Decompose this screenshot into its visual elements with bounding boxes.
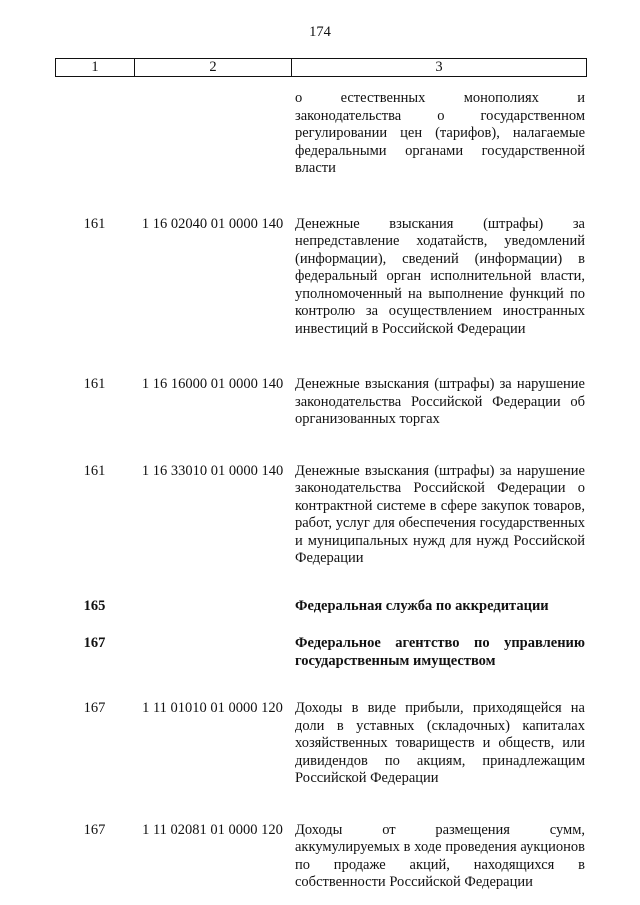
admin-code: 165 (83, 597, 106, 614)
section-title: Федеральное агентство по управлению государственным имуществом (295, 635, 585, 669)
admin-code: 161 (83, 462, 106, 479)
budget-classification-code: 1 16 33010 01 0000 140 (141, 462, 284, 479)
table-row (55, 463, 587, 568)
revenue-name: Денежные взыскания (штрафы) за непредставление ходатайств, уведомлений (информации), сведений (информации) в федеральный орган исполнительной власти, уполномоченный на выполнение функций по контролю за осуществлением иностранных инвестиций в Российской Федерации (295, 215, 585, 337)
budget-classification-code: 1 11 02081 01 0000 120 (142, 821, 283, 838)
budget-classification-code: 1 11 01010 01 0000 120 (142, 700, 283, 716)
admin-code: 161 (83, 376, 106, 392)
page-number: 174 (309, 24, 331, 40)
table-row-section (55, 635, 587, 670)
table-body (55, 90, 587, 892)
admin-code: 167 (83, 700, 106, 716)
header-col-2: 2 (135, 59, 292, 76)
table-row (55, 216, 587, 339)
table-row (55, 376, 587, 429)
revenue-name: Денежные взыскания (штрафы) за нарушение законодательства Российской Федерации об организованных торгах (295, 376, 585, 427)
table-row (55, 90, 587, 178)
budget-classification-code: 1 16 02040 01 0000 140 (141, 215, 284, 232)
header-col-3: 3 (435, 59, 443, 75)
section-title: Федеральная служба по аккредитации (295, 597, 549, 614)
revenue-name: Доходы в виде прибыли, приходящейся на доли в уставных (складочных) капиталах хозяйственных товариществ и обществ, или дивидендов по акциям, принадлежащим Российской Федерации (295, 700, 585, 786)
table-header (55, 58, 587, 77)
revenue-name: Денежные взыскания (штрафы) за нарушение законодательства Российской Федерации о контрактной системе в сфере закупок товаров, работ, услуг для обеспечения государственных и муниципальных нужд для нужд Российской Федерации (295, 462, 585, 566)
table-row (55, 700, 587, 788)
budget-classification-code: 1 16 16000 01 0000 140 (141, 376, 284, 392)
table-row-section (55, 598, 587, 616)
table-row (55, 822, 587, 892)
admin-code: 161 (83, 215, 106, 232)
revenue-name: Доходы от размещения сумм, аккумулируемых в ходе проведения аукционов по продаже акций, находящихся в собственности Российской Федерации (295, 821, 585, 890)
admin-code: 167 (83, 635, 106, 651)
header-col-1: 1 (56, 59, 135, 76)
admin-code: 167 (83, 821, 106, 838)
revenue-name: о естественных монополиях и законодательства о государственном регулировании цен (тарифов), налагаемые федеральными органами государственной власти (295, 90, 585, 176)
